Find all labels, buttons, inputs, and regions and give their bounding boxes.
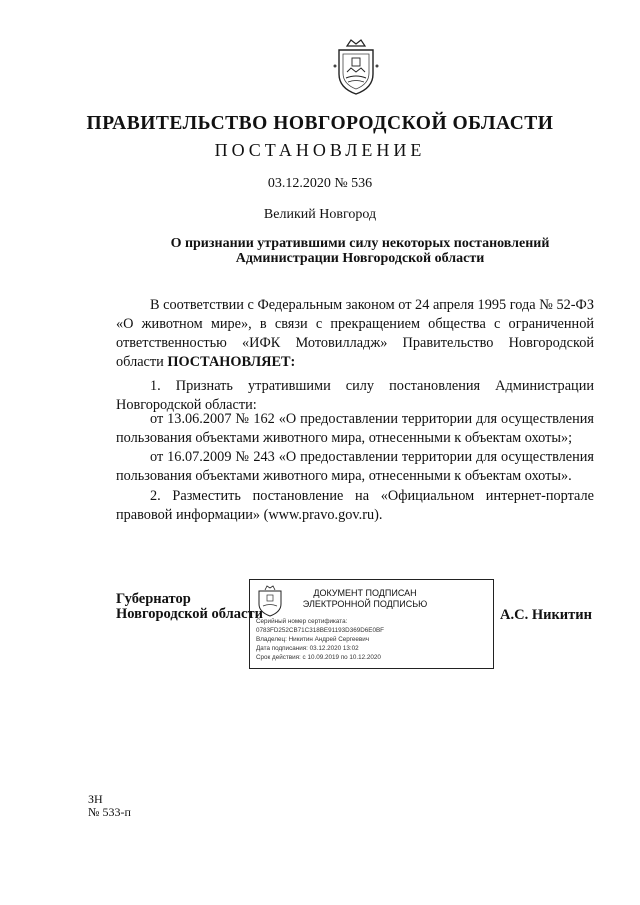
item-1a-paragraph (116, 410, 594, 448)
subject-line-2: Администрации Новгородской области (235, 251, 485, 266)
subject-line-1: О признании утратившими силу некоторых постановлений (170, 236, 550, 251)
item-1a-text: от 13.06.2007 № 162 «О предоставлении территории для осуществления пользования объектами животного мира, отнесенными к объектам охоты»; (116, 411, 594, 446)
signer-name: А.С. Никитин (500, 607, 592, 623)
cert-owner: Владелец: Никитин Андрей Сергеевич (256, 636, 370, 643)
position-line-1: Губернатор (116, 591, 191, 607)
intro-paragraph (116, 296, 594, 372)
coat-of-arms-emblem (333, 38, 379, 96)
document-city: Великий Новгород (263, 207, 377, 222)
stamp-title-line-1: ДОКУМЕНТ ПОДПИСАН (313, 588, 417, 598)
intro-text: В соответствии с Федеральным законом от 24 апреля 1995 года № 52-ФЗ «О животном мире», в связи с прекращением общества с ограниченной ответственностью «ИФК Мотовилладж» Правительство Новгородской области (116, 297, 594, 370)
cert-serial: 0783FD252CB71C318BE91193D369D6E0BF (256, 627, 385, 634)
document-subject (40, 236, 640, 266)
item-1-text: 1. Признать утратившими силу постановления Администрации Новгородской области: (116, 378, 594, 413)
stamp-emblem-icon (256, 585, 284, 617)
intro-keyword: ПОСТАНОВЛЯЕТ: (167, 354, 296, 370)
stamp-title (290, 588, 440, 610)
item-2-text: 2. Разместить постановление на «Официальном интернет-портале правовой информации» (www.pravo.gov.ru). (116, 488, 594, 523)
signatory-position (116, 592, 263, 622)
document-type: ПОСТАНОВЛЕНИЕ (214, 140, 426, 160)
position-line-2: Новгородской области (116, 606, 263, 622)
government-title: ПРАВИТЕЛЬСТВО НОВГОРОДСКОЙ ОБЛАСТИ (86, 113, 554, 134)
item-1b-paragraph (116, 448, 594, 486)
footer-number: № 533-п (88, 805, 131, 819)
signed-date: Дата подписания: 03.12.2020 13:02 (256, 645, 359, 652)
item-2-paragraph (116, 487, 594, 525)
footer-initials: ЗН (88, 792, 103, 806)
cert-label: Серийный номер сертификата: (256, 618, 348, 625)
cert-validity: Срок действия: с 10.09.2019 по 10.12.2020 (256, 654, 381, 661)
document-date-number: 03.12.2020 № 536 (267, 176, 373, 191)
stamp-title-line-2: ЭЛЕКТРОННОЙ ПОДПИСЬЮ (302, 599, 428, 609)
document-footer (88, 793, 131, 819)
item-1b-text: от 16.07.2009 № 243 «О предоставлении территории для осуществления пользования объектами животного мира, отнесенными к объектам охоты». (116, 449, 594, 484)
